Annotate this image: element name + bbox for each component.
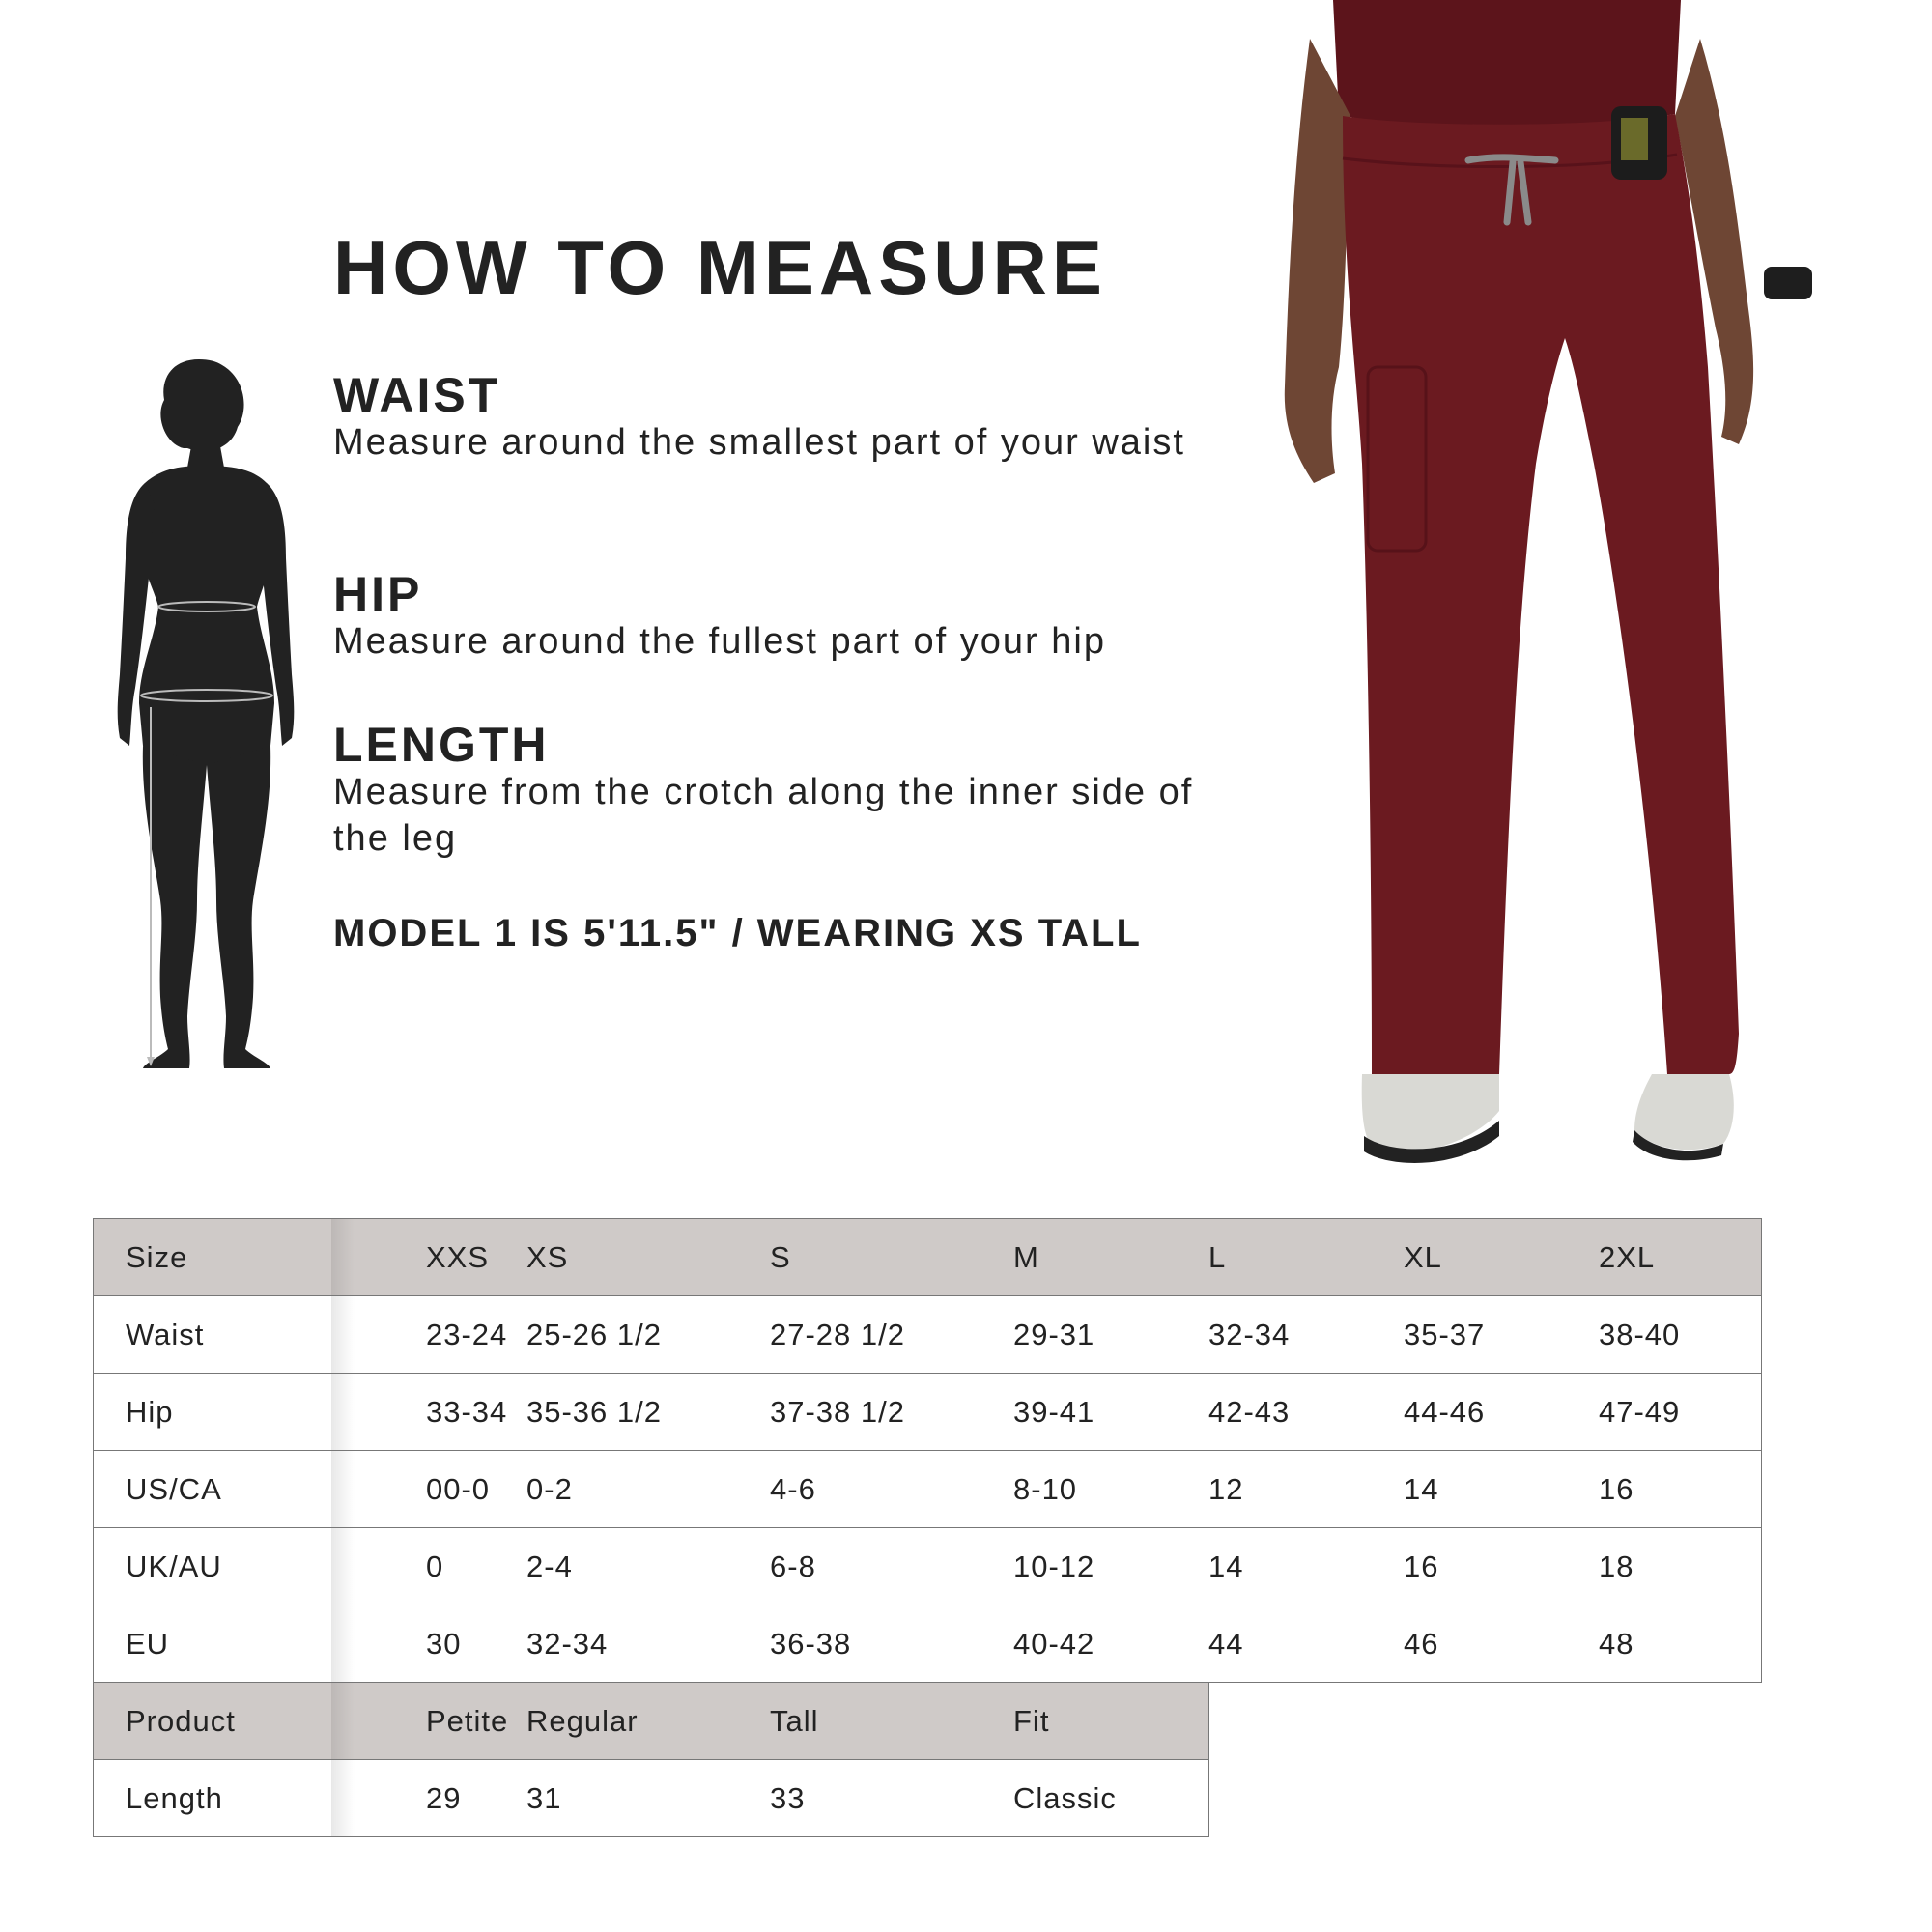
size-chart-table bbox=[93, 1218, 1762, 1837]
header-cell: M bbox=[1013, 1219, 1208, 1296]
table-cell: 31 bbox=[526, 1760, 770, 1837]
header-cell: Size bbox=[94, 1219, 332, 1296]
row-label: Waist bbox=[94, 1296, 332, 1374]
row-label: Hip bbox=[94, 1374, 332, 1451]
empty-cell bbox=[1208, 1760, 1404, 1837]
header-cell: L bbox=[1208, 1219, 1404, 1296]
empty-cell bbox=[1208, 1683, 1404, 1760]
table-cell: 0 bbox=[331, 1528, 526, 1605]
table-cell: 16 bbox=[1599, 1451, 1761, 1528]
body-silhouette-icon bbox=[116, 359, 328, 1072]
table-cell: 8-10 bbox=[1013, 1451, 1208, 1528]
table-cell: 18 bbox=[1599, 1528, 1761, 1605]
table-cell: 36-38 bbox=[770, 1605, 1013, 1683]
table-cell: 12 bbox=[1208, 1451, 1404, 1528]
header-cell: Regular bbox=[526, 1683, 770, 1760]
model-note: MODEL 1 IS 5'11.5" / WEARING XS TALL bbox=[333, 912, 1142, 954]
table-row bbox=[94, 1296, 1762, 1374]
table-cell: 00-0 bbox=[331, 1451, 526, 1528]
table-row bbox=[94, 1605, 1762, 1683]
row-label: Length bbox=[94, 1760, 332, 1837]
header-cell: S bbox=[770, 1219, 1013, 1296]
empty-cell bbox=[1599, 1683, 1761, 1760]
table-cell: 29 bbox=[331, 1760, 526, 1837]
empty-cell bbox=[1404, 1760, 1599, 1837]
table-row bbox=[94, 1451, 1762, 1528]
header-cell: XS bbox=[526, 1219, 770, 1296]
empty-cell bbox=[1599, 1760, 1761, 1837]
table-cell: 38-40 bbox=[1599, 1296, 1761, 1374]
table-cell: 44 bbox=[1208, 1605, 1404, 1683]
length-heading: LENGTH bbox=[333, 718, 550, 772]
table-cell: 25-26 1/2 bbox=[526, 1296, 770, 1374]
table-cell: 33-34 bbox=[331, 1374, 526, 1451]
table-row bbox=[94, 1760, 1762, 1837]
row-label: EU bbox=[94, 1605, 332, 1683]
table-cell: 47-49 bbox=[1599, 1374, 1761, 1451]
table-cell: 35-37 bbox=[1404, 1296, 1599, 1374]
table-cell: 10-12 bbox=[1013, 1528, 1208, 1605]
header-cell: Product bbox=[94, 1683, 332, 1760]
header-cell: Petite bbox=[331, 1683, 526, 1760]
length-header-row bbox=[94, 1683, 1762, 1760]
table-cell: 27-28 1/2 bbox=[770, 1296, 1013, 1374]
row-label: UK/AU bbox=[94, 1528, 332, 1605]
table-cell: 23-24 bbox=[331, 1296, 526, 1374]
table-cell: 14 bbox=[1404, 1451, 1599, 1528]
table-cell: 0-2 bbox=[526, 1451, 770, 1528]
table-cell: 16 bbox=[1404, 1528, 1599, 1605]
table-cell: 29-31 bbox=[1013, 1296, 1208, 1374]
row-label: US/CA bbox=[94, 1451, 332, 1528]
table-cell: 35-36 1/2 bbox=[526, 1374, 770, 1451]
table-cell: 30 bbox=[331, 1605, 526, 1683]
header-cell: Tall bbox=[770, 1683, 1013, 1760]
table-cell: 44-46 bbox=[1404, 1374, 1599, 1451]
size-header-row bbox=[94, 1219, 1762, 1296]
table-cell: 2-4 bbox=[526, 1528, 770, 1605]
length-description: Measure from the crotch along the inner side of the leg bbox=[333, 772, 1194, 859]
table-cell: 32-34 bbox=[526, 1605, 770, 1683]
table-cell: 42-43 bbox=[1208, 1374, 1404, 1451]
table-cell: 37-38 1/2 bbox=[770, 1374, 1013, 1451]
table-cell: 6-8 bbox=[770, 1528, 1013, 1605]
header-cell: 2XL bbox=[1599, 1219, 1761, 1296]
table-row bbox=[94, 1528, 1762, 1605]
table-cell: 48 bbox=[1599, 1605, 1761, 1683]
empty-cell bbox=[1404, 1683, 1599, 1760]
hip-description: Measure around the fullest part of your hip bbox=[333, 621, 1106, 662]
table-cell: 39-41 bbox=[1013, 1374, 1208, 1451]
hip-heading: HIP bbox=[333, 567, 423, 621]
table-cell: 40-42 bbox=[1013, 1605, 1208, 1683]
table-cell: 14 bbox=[1208, 1528, 1404, 1605]
header-cell: XL bbox=[1404, 1219, 1599, 1296]
page-title: HOW TO MEASURE bbox=[333, 225, 1107, 310]
table-cell: Classic bbox=[1013, 1760, 1208, 1837]
table-cell: 4-6 bbox=[770, 1451, 1013, 1528]
waist-description: Measure around the smallest part of your waist bbox=[333, 422, 1185, 463]
waist-heading: WAIST bbox=[333, 368, 501, 422]
model-photo bbox=[1275, 0, 1855, 1169]
table-cell: 46 bbox=[1404, 1605, 1599, 1683]
header-cell: Fit bbox=[1013, 1683, 1208, 1760]
table-row bbox=[94, 1374, 1762, 1451]
header-cell: XXS bbox=[331, 1219, 526, 1296]
table-cell: 33 bbox=[770, 1760, 1013, 1837]
table-cell: 32-34 bbox=[1208, 1296, 1404, 1374]
